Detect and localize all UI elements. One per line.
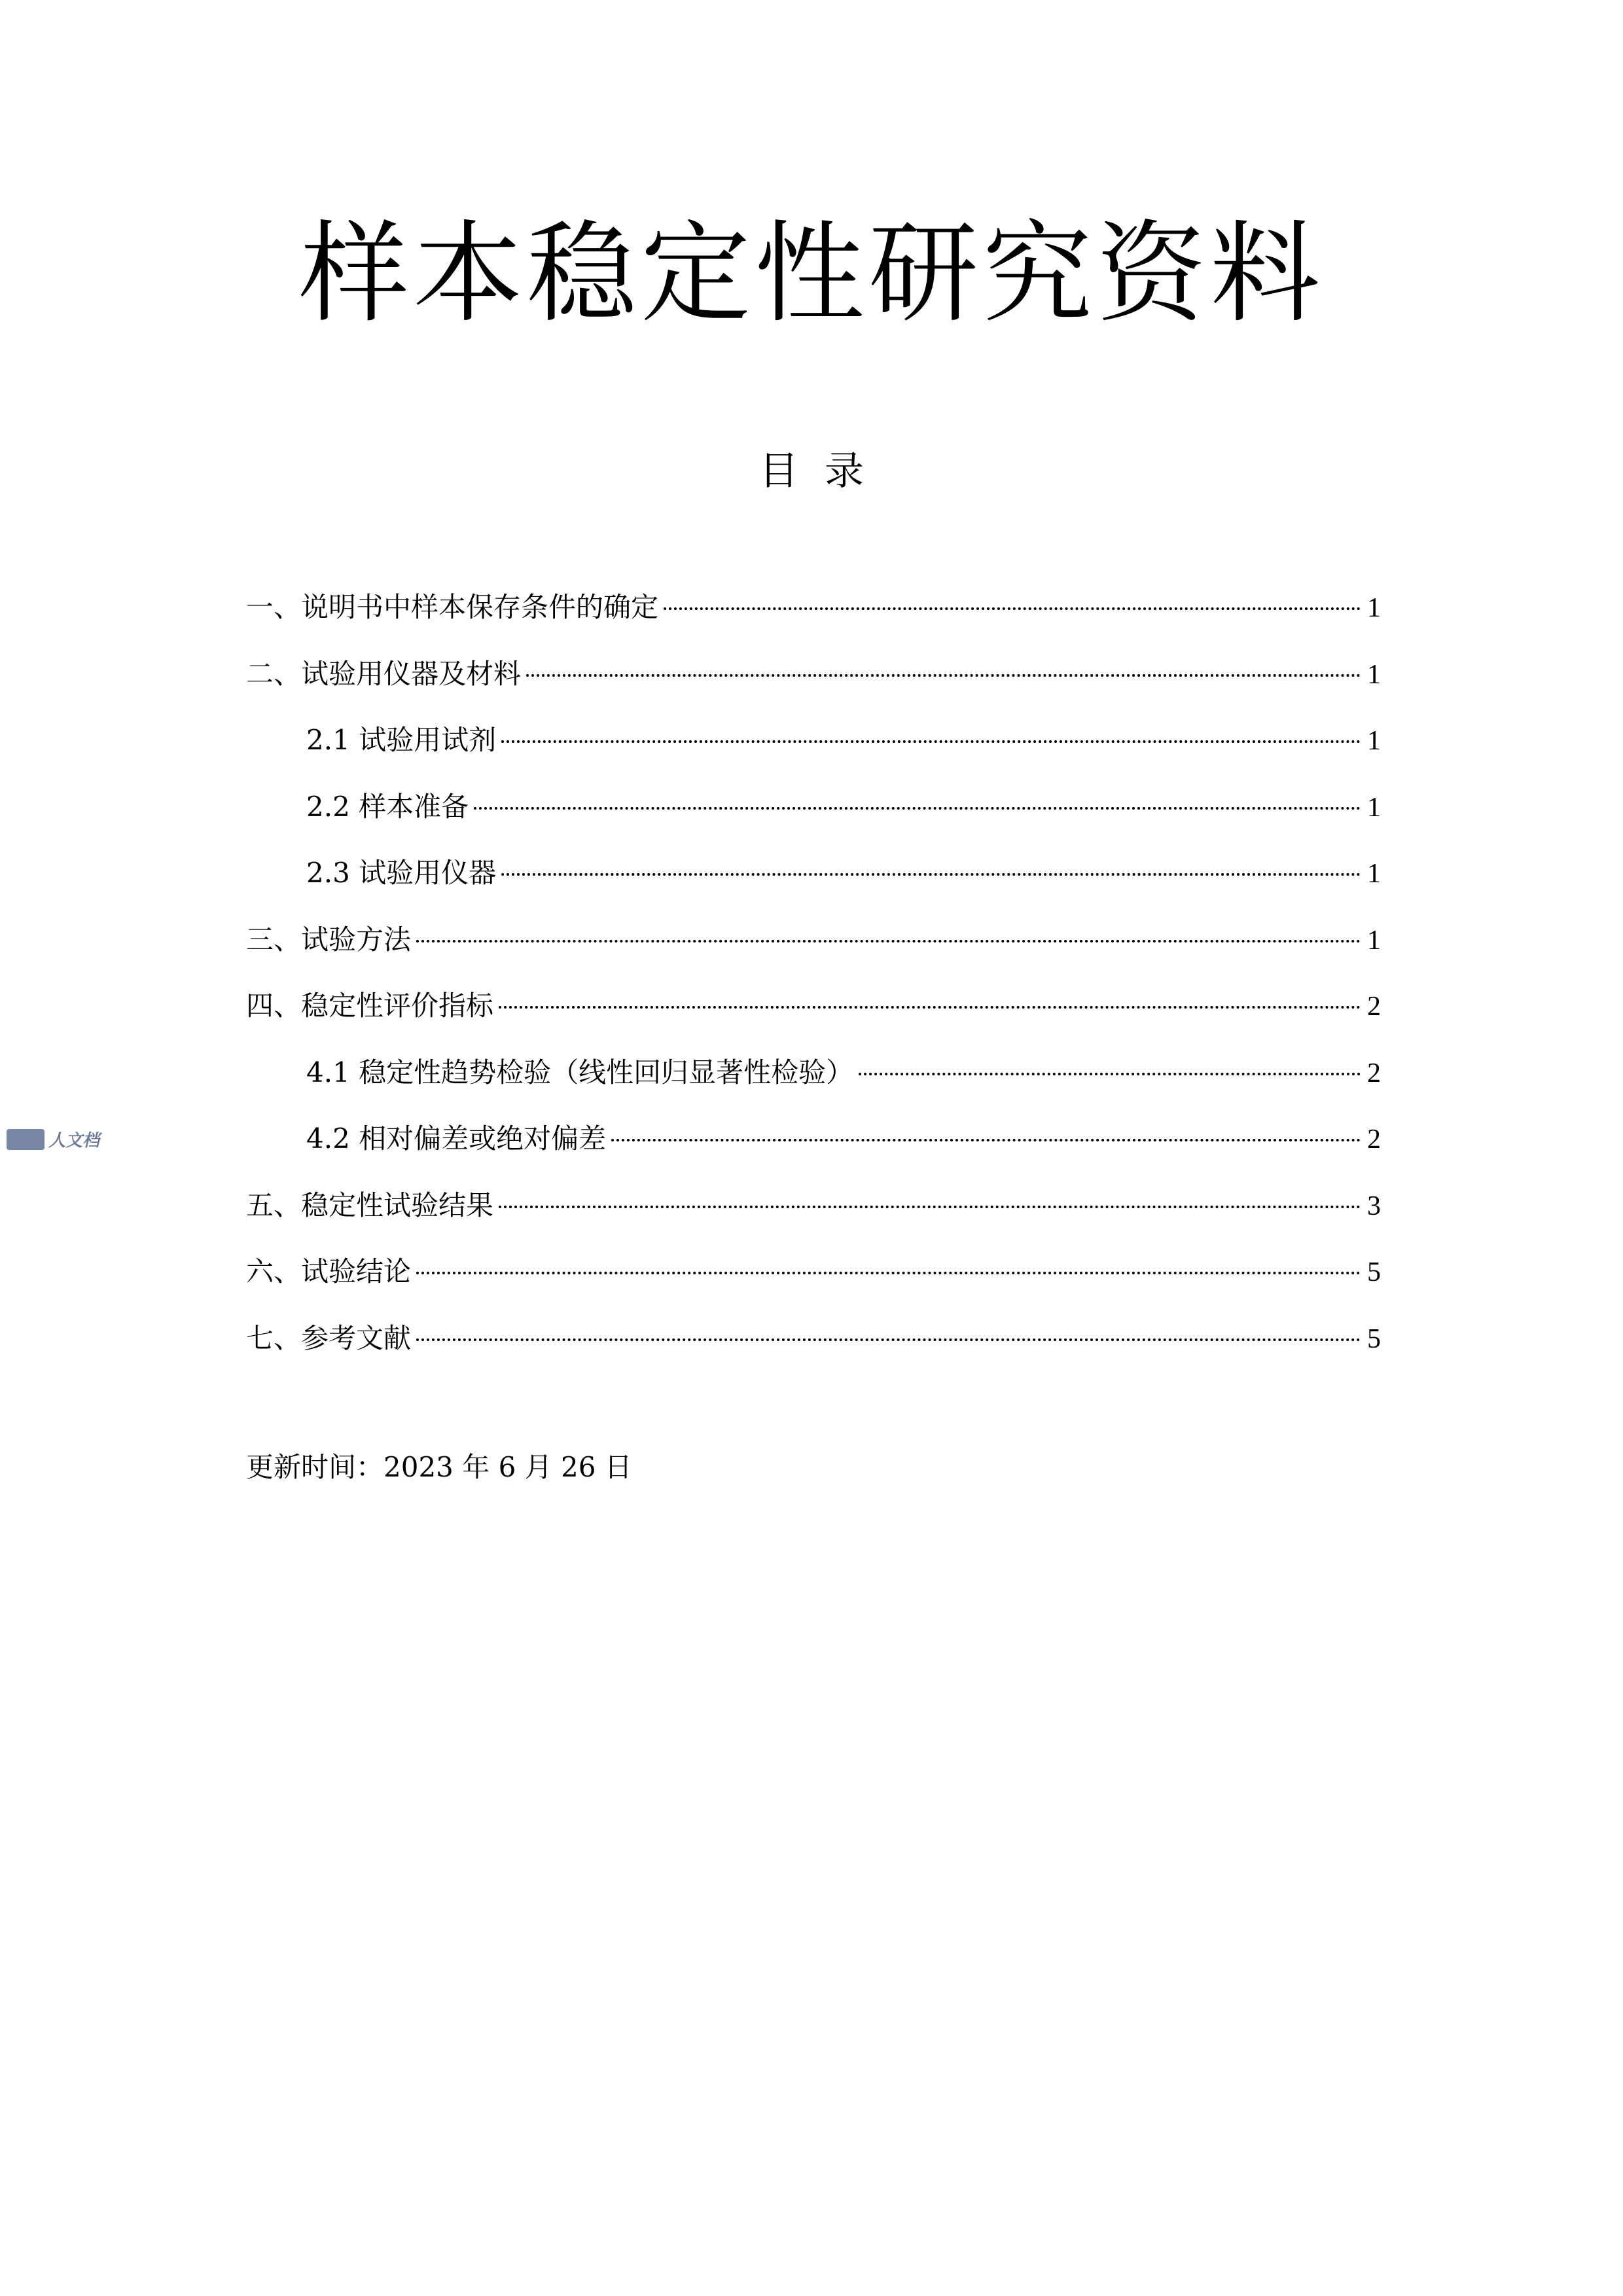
- toc-entry-page: 1: [1367, 593, 1381, 623]
- toc-entry[interactable]: [246, 1252, 1381, 1319]
- toc-entry[interactable]: [246, 1319, 1381, 1386]
- toc-entry-label: 一、说明书中样本保存条件的确定: [246, 591, 659, 623]
- toc-entry-page: 5: [1367, 1257, 1381, 1287]
- toc-leader: [416, 1338, 1361, 1341]
- toc-entry-label: 六、试验结论: [246, 1255, 412, 1287]
- toc-leader: [499, 1006, 1361, 1009]
- toc-entry-label: 三、试验方法: [246, 923, 412, 956]
- toc-entry-page: 1: [1367, 726, 1381, 756]
- table-of-contents: [246, 588, 1381, 1385]
- toc-entry-page: 2: [1367, 1058, 1381, 1088]
- page-title: 样本稳定性研究资料: [299, 209, 1324, 338]
- toc-leader: [664, 607, 1361, 610]
- toc-entry-page: 1: [1367, 792, 1381, 823]
- toc-heading: [0, 445, 1623, 497]
- toc-leader: [859, 1073, 1361, 1075]
- toc-entry[interactable]: [246, 1119, 1381, 1186]
- toc-entry[interactable]: [246, 588, 1381, 655]
- watermark-text: 人文档: [48, 1131, 100, 1151]
- toc-leader: [474, 807, 1361, 810]
- toc-entry-page: 3: [1367, 1191, 1381, 1221]
- toc-entry[interactable]: [246, 721, 1381, 787]
- watermark: [7, 1127, 99, 1151]
- toc-entry-label: 4.1 稳定性趋势检验（线性回归显著性检验）: [306, 1056, 854, 1088]
- toc-leader: [416, 1272, 1361, 1274]
- toc-entry[interactable]: [246, 1186, 1381, 1253]
- toc-entry[interactable]: [246, 787, 1381, 854]
- toc-entry-label: 2.1 试验用试剂: [306, 724, 497, 756]
- toc-entry-page: 2: [1367, 992, 1381, 1022]
- toc-entry-label: 四、稳定性评价指标: [246, 990, 494, 1022]
- toc-leader: [501, 740, 1361, 743]
- toc-entry-label: 七、参考文献: [246, 1321, 412, 1354]
- toc-entry[interactable]: [246, 920, 1381, 987]
- toc-heading-char: 目: [759, 448, 798, 494]
- toc-leader: [499, 1206, 1361, 1208]
- toc-leader: [501, 873, 1361, 876]
- toc-leader: [611, 1139, 1361, 1141]
- toc-heading-char: 录: [825, 448, 864, 494]
- toc-entry-page: 5: [1367, 1323, 1381, 1354]
- toc-entry-label: 2.3 试验用仪器: [306, 857, 497, 889]
- toc-entry[interactable]: [246, 853, 1381, 920]
- toc-leader: [416, 940, 1361, 942]
- toc-entry-page: 1: [1367, 925, 1381, 956]
- toc-entry-label: 五、稳定性试验结果: [246, 1189, 494, 1221]
- toc-entry-label: 二、试验用仪器及材料: [246, 657, 522, 690]
- toc-entry[interactable]: [246, 986, 1381, 1053]
- toc-entry[interactable]: [246, 1053, 1381, 1120]
- toc-leader: [526, 674, 1361, 677]
- toc-entry-page: 1: [1367, 859, 1381, 889]
- toc-entry-page: 2: [1367, 1124, 1381, 1155]
- toc-entry-label: 2.2 样本准备: [306, 790, 469, 823]
- toc-entry-page: 1: [1367, 659, 1381, 690]
- site-logo-icon: [7, 1129, 45, 1150]
- toc-entry-label: 4.2 相对偏差或绝对偏差: [306, 1122, 607, 1155]
- toc-entry[interactable]: [246, 655, 1381, 721]
- update-date: 更新时间：2023 年 6 月 26 日: [246, 1451, 632, 1483]
